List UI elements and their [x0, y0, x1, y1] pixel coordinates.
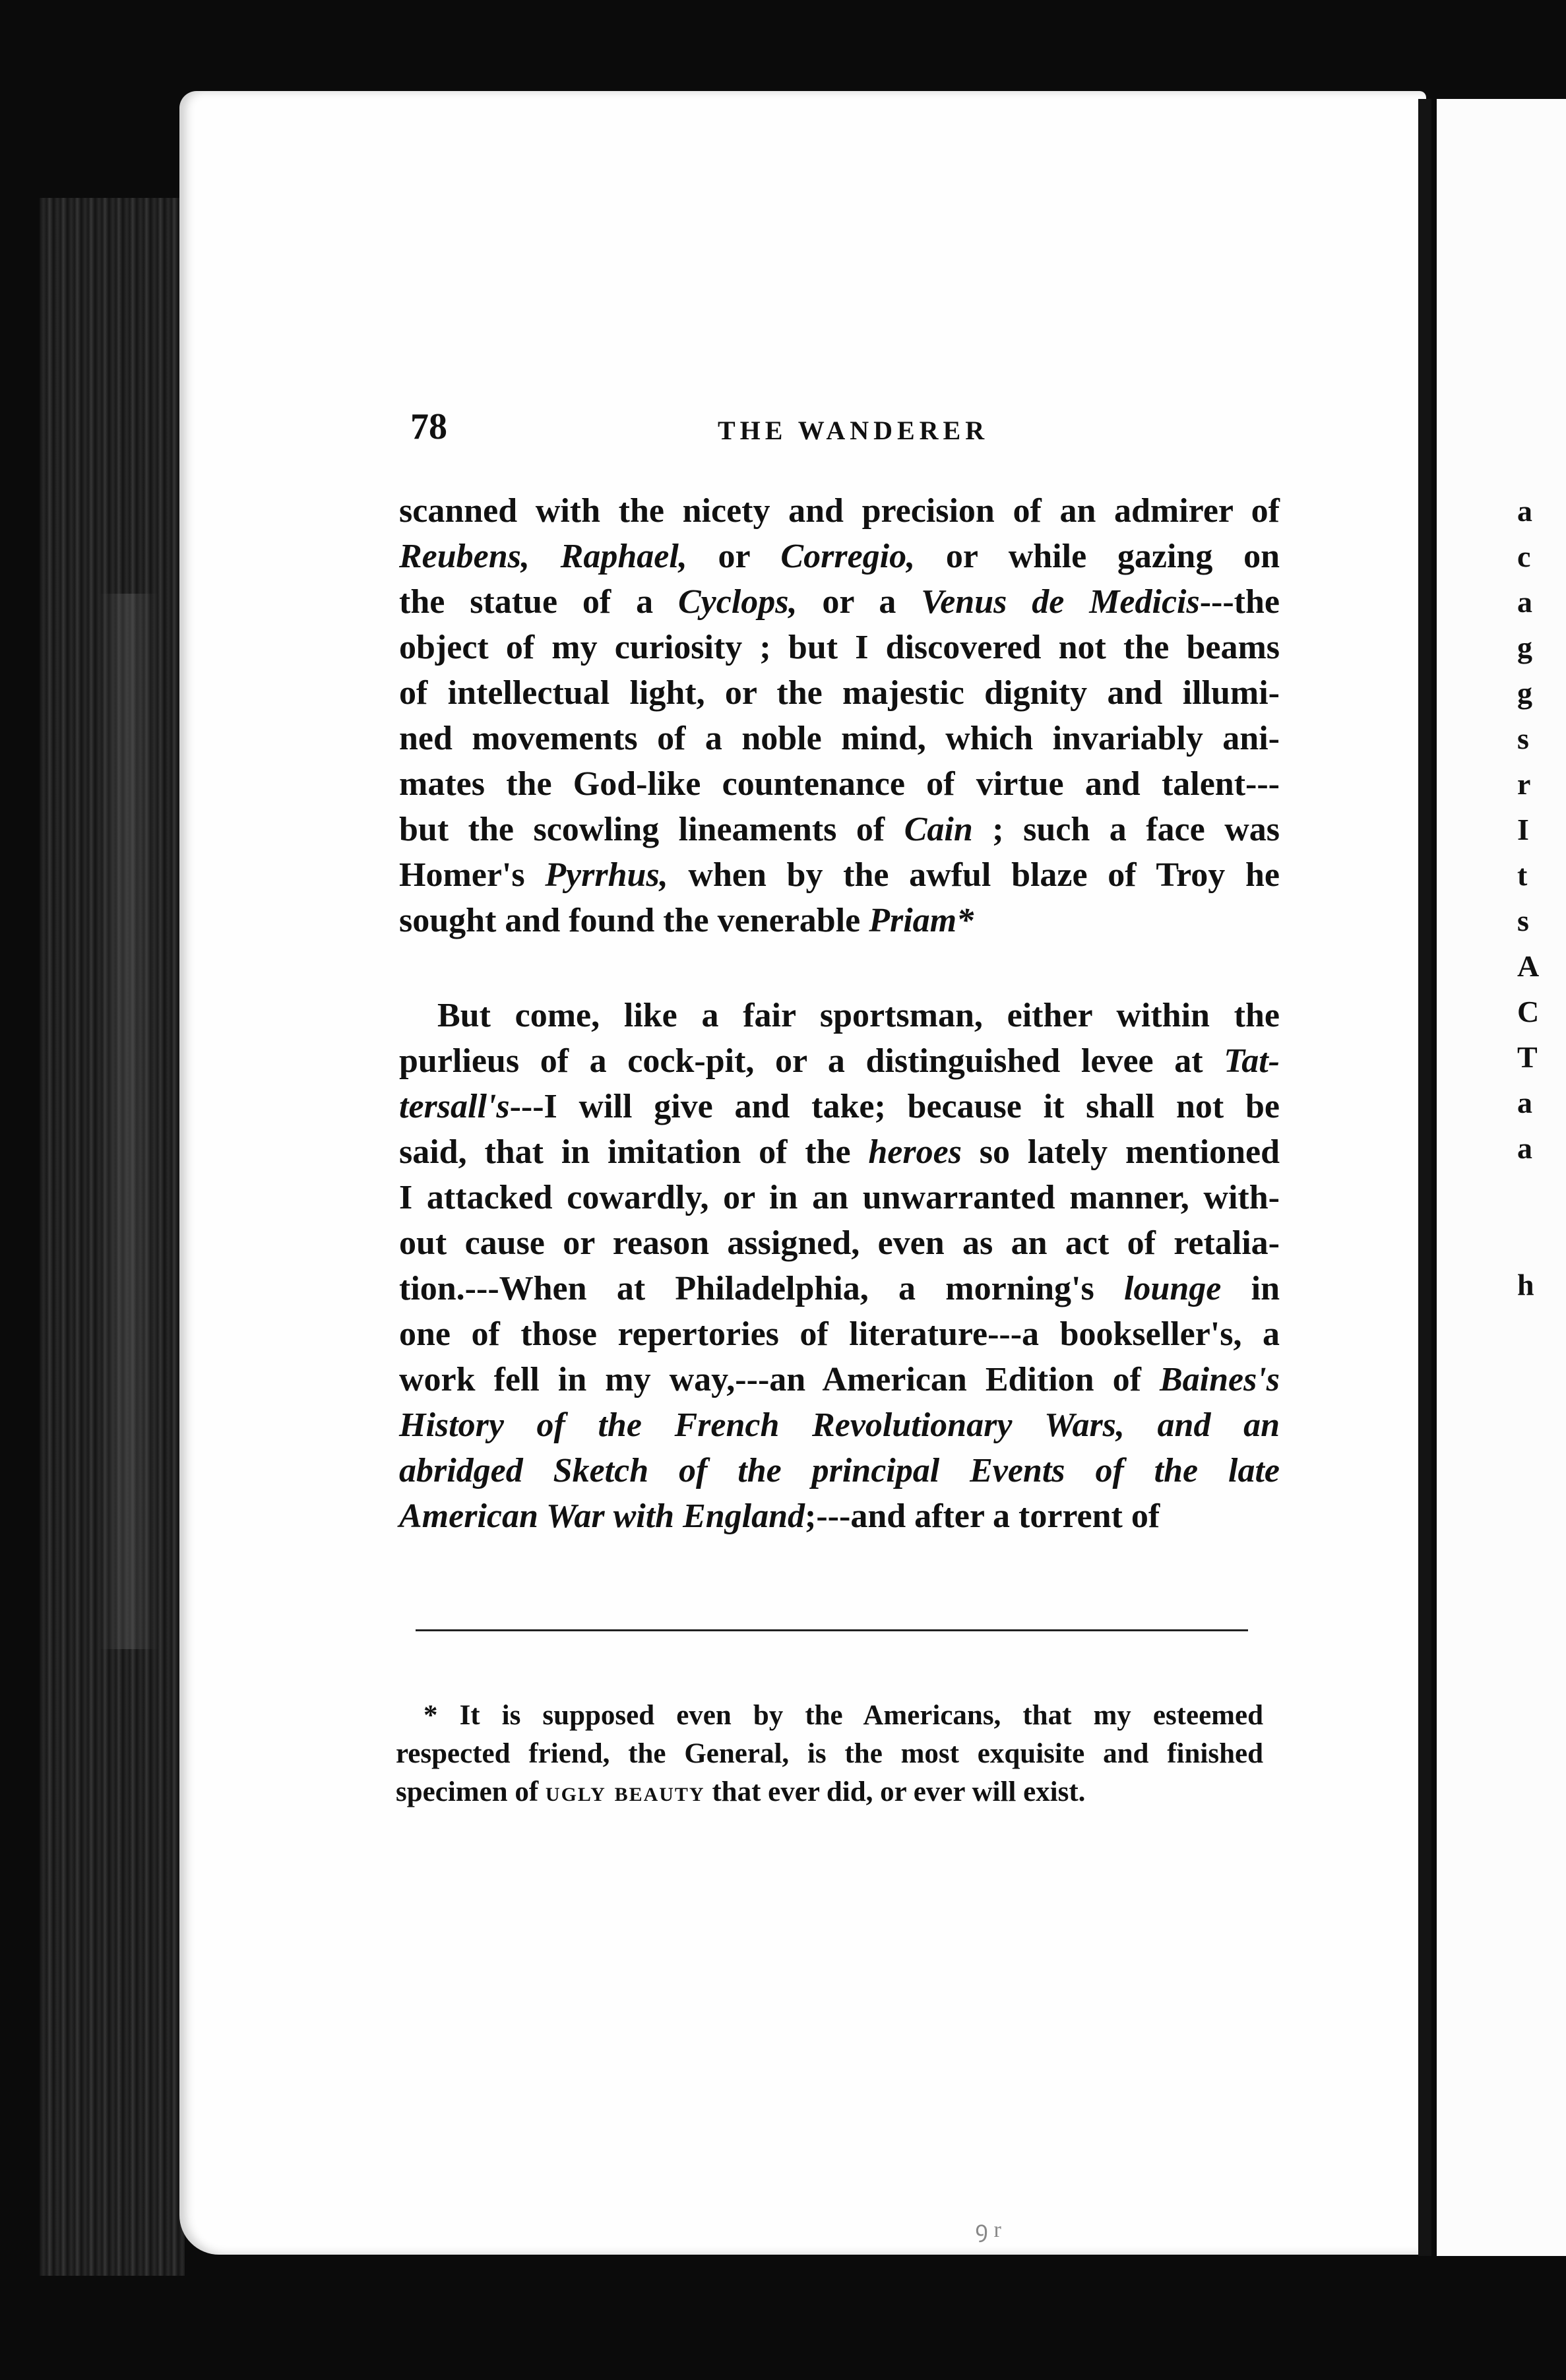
- text-line: [399, 852, 1280, 898]
- facing-page-text-fragments: [1517, 488, 1563, 1307]
- text-segment: the statue of a: [399, 583, 678, 621]
- text-line: [399, 1311, 1280, 1357]
- text-segment: specimen of: [396, 1776, 546, 1807]
- paragraph-2: [399, 993, 1280, 1539]
- text-line: [399, 993, 1280, 1038]
- text-segment: History of the French Revolutionary Wars, and an: [399, 1406, 1280, 1444]
- facing-page-letter: a: [1517, 585, 1532, 619]
- text-line: [399, 1084, 1280, 1129]
- text-line: [396, 1773, 1263, 1811]
- text-line: [399, 670, 1280, 716]
- text-segment: object of my curiosity ; but I discovered not the beams: [399, 629, 1280, 666]
- text-segment: I attacked cowardly, or in an unwarranted manner, with-: [399, 1179, 1280, 1216]
- spine-highlight: [99, 594, 158, 1649]
- running-head: [0, 406, 1566, 452]
- text-segment: mates the God-like countenance of virtue and talent---: [399, 765, 1280, 803]
- facing-page-letter: a: [1517, 494, 1532, 528]
- text-segment: or a: [797, 583, 922, 621]
- paragraph-1: [399, 488, 1280, 943]
- text-segment: ned movements of a noble mind, which invariably ani-: [399, 720, 1280, 757]
- text-segment: Priam*: [869, 902, 974, 939]
- text-line: [399, 1448, 1280, 1493]
- text-line: [399, 716, 1280, 761]
- text-segment: that ever did, or ever will exist.: [705, 1776, 1086, 1807]
- text-line: [399, 1175, 1280, 1220]
- text-segment: abridged Sketch of the principal Events of the late: [399, 1452, 1280, 1489]
- text-line: [399, 534, 1280, 579]
- footnote-rule: [416, 1629, 1248, 1631]
- text-segment: Venus de Medicis: [921, 583, 1200, 621]
- text-segment: or: [687, 538, 781, 575]
- text-line: [399, 807, 1280, 852]
- text-segment: respected friend, the General, is the most exquisite and finished: [396, 1738, 1263, 1769]
- text-segment: in: [1221, 1270, 1280, 1307]
- text-segment: heroes: [868, 1133, 962, 1171]
- text-segment: but the scowling lineaments of: [399, 811, 904, 848]
- facing-page-letter: c: [1517, 540, 1531, 573]
- facing-page-letter: r: [1517, 767, 1531, 801]
- text-segment: sought and found the venerable: [399, 902, 869, 939]
- text-line: [399, 1129, 1280, 1175]
- facing-page-letter: T: [1517, 1040, 1538, 1074]
- facing-page-letter: C: [1517, 995, 1540, 1028]
- facing-page-letter: [1517, 1216, 1563, 1262]
- text-segment: Cyclops,: [678, 583, 798, 621]
- text-line: [399, 898, 1280, 943]
- bottom-mark: ꝯ r: [975, 2218, 1001, 2242]
- text-line: [399, 625, 1280, 670]
- facing-page-letter: [1517, 1171, 1563, 1216]
- text-line: [399, 488, 1280, 534]
- text-segment: said, that in imitation of the: [399, 1133, 869, 1171]
- facing-page-letter: A: [1517, 949, 1540, 983]
- text-segment: ;---and after a torrent of: [805, 1497, 1160, 1535]
- text-segment: * It is supposed even by the Americans, that my esteemed: [423, 1700, 1263, 1731]
- text-line: [399, 1402, 1280, 1448]
- text-segment: ; such a face was: [972, 811, 1280, 848]
- facing-page-letter: h: [1517, 1268, 1534, 1301]
- facing-page-letter: a: [1517, 1086, 1532, 1119]
- text-segment: American War with England: [399, 1497, 805, 1535]
- facing-page-letter: t: [1517, 858, 1528, 892]
- facing-page-letter: g: [1517, 631, 1532, 664]
- text-segment: so lately mentioned: [961, 1133, 1280, 1171]
- text-segment: of intellectual light, or the majestic dignity and illumi-: [399, 674, 1280, 712]
- facing-page-letter: a: [1517, 1131, 1532, 1165]
- text-segment: tion.---When at Philadelphia, a morning's: [399, 1270, 1124, 1307]
- text-segment: Homer's: [399, 856, 546, 894]
- facing-page-letter: s: [1517, 722, 1529, 755]
- facing-page-letter: I: [1517, 813, 1529, 846]
- text-segment: scanned with the nicety and precision of an admirer of: [399, 492, 1280, 530]
- page-number: 78: [410, 406, 447, 447]
- text-segment: out cause or reason assigned, even as an act of retalia-: [399, 1224, 1280, 1262]
- text-segment: or while gazing on: [915, 538, 1280, 575]
- text-segment: tersall's: [399, 1088, 510, 1125]
- text-segment: ugly beauty: [545, 1776, 705, 1807]
- text-segment: Cain: [904, 811, 973, 848]
- text-segment: work fell in my way,---an American Edition of: [399, 1361, 1160, 1398]
- facing-page-letter: s: [1517, 904, 1529, 937]
- footnote: [396, 1697, 1263, 1811]
- text-line: [399, 1220, 1280, 1266]
- text-segment: lounge: [1123, 1270, 1222, 1307]
- text-segment: when by the awful blaze of Troy he: [668, 856, 1280, 894]
- text-segment: Corregio,: [780, 538, 916, 575]
- text-line: [396, 1697, 1263, 1735]
- text-line: [396, 1735, 1263, 1773]
- text-segment: purlieus of a cock-pit, or a distinguished levee at: [399, 1042, 1224, 1080]
- text-line: [399, 1266, 1280, 1311]
- text-segment: Tat-: [1224, 1042, 1280, 1080]
- text-segment: one of those repertories of literature---a bookseller's, a: [399, 1315, 1280, 1353]
- text-line: [399, 579, 1280, 625]
- running-title: THE WANDERER: [718, 416, 989, 445]
- text-line: [399, 1038, 1280, 1084]
- text-segment: Reubens, Raphael,: [399, 538, 687, 575]
- text-segment: ---the: [1199, 583, 1280, 621]
- text-segment: Pyrrhus,: [545, 856, 668, 894]
- text-line: [399, 761, 1280, 807]
- text-line: [399, 1493, 1280, 1539]
- text-line: [399, 1357, 1280, 1402]
- text-segment: ---I will give and take; because it shall not be: [509, 1088, 1280, 1125]
- facing-page-letter: g: [1517, 676, 1532, 710]
- text-segment: Baines's: [1159, 1361, 1280, 1398]
- text-segment: But come, like a fair sportsman, either within the: [437, 997, 1280, 1034]
